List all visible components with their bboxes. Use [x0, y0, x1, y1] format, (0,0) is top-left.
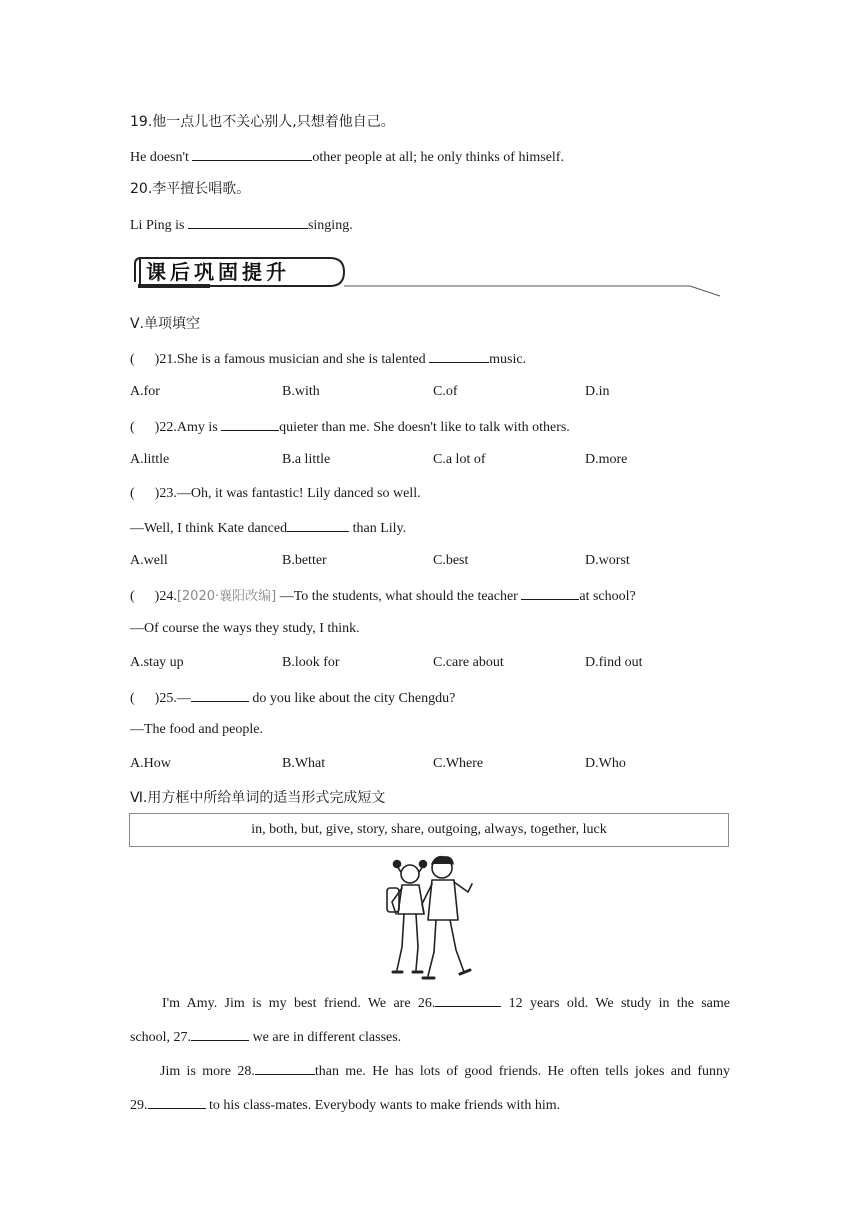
q21-option-c[interactable]: C.of	[433, 384, 458, 399]
q23-stem	[130, 485, 421, 503]
q25-line2: —The food and people.	[130, 722, 263, 737]
q19-sentence	[130, 147, 564, 167]
passage-p1a-post: 12 years old. We study in the same	[501, 996, 730, 1011]
passage-line-3	[130, 1061, 730, 1081]
passage-p1b-post: we are in different classes.	[249, 1030, 402, 1045]
q21-blank[interactable]	[429, 349, 489, 363]
q25-option-c[interactable]: C.Where	[433, 756, 484, 771]
q23-line2-pre: —Well, I think Kate danced	[130, 521, 288, 536]
q24-paren: (	[130, 589, 135, 604]
section-banner	[130, 250, 720, 300]
q24-line2: —Of course the ways they study, I think.	[130, 621, 360, 636]
q23-option-d[interactable]: D.worst	[585, 553, 630, 568]
blank-28[interactable]	[255, 1061, 315, 1075]
q24-source: [2020·襄阳改编]	[176, 589, 277, 604]
q24-option-c[interactable]: C.care about	[433, 655, 504, 670]
q24-option-b[interactable]: B.look for	[282, 655, 340, 670]
passage-line-4	[130, 1095, 730, 1115]
q22-option-b[interactable]: B.a little	[282, 452, 331, 467]
q19-post: other people at all; he only thinks of himself.	[312, 150, 564, 165]
passage-p1b-pre: school, 27.	[130, 1030, 192, 1045]
q25-option-d[interactable]: D.Who	[585, 756, 626, 771]
banner-title: 课后巩固提升	[146, 260, 290, 284]
q22-paren: (	[130, 420, 135, 435]
passage-p1a-pre: I'm Amy. Jim is my best friend. We are 26.	[162, 996, 436, 1011]
q22-option-a[interactable]: A.little	[130, 452, 170, 467]
q24-blank[interactable]	[521, 586, 579, 600]
q22-option-d[interactable]: D.more	[585, 452, 628, 467]
passage-p2a-pre: Jim is more 28.	[160, 1064, 255, 1079]
q24-option-a[interactable]: A.stay up	[130, 655, 184, 670]
two-students-illustration	[380, 852, 480, 982]
q22-text: )22.Amy is	[154, 420, 222, 435]
q23-option-b[interactable]: B.better	[282, 553, 327, 568]
q19-pre: He doesn't	[130, 150, 193, 165]
passage-p2a-post: than me. He has lots of good friends. He often tells jokes and funny	[314, 1064, 730, 1079]
q20-chinese: 20.李平擅长唱歌。	[130, 181, 251, 197]
q25-option-a[interactable]: A.How	[130, 756, 171, 771]
q24-mid: —To the students, what should the teacher	[276, 589, 522, 604]
q25-blank[interactable]	[191, 688, 249, 702]
q23-line2-post: than Lily.	[349, 521, 407, 536]
q22-post: quieter than me. She doesn't like to talk with others.	[279, 420, 570, 435]
q25-post: do you like about the city Chengdu?	[248, 691, 456, 706]
q24-option-d[interactable]: D.find out	[585, 655, 643, 670]
passage-p2b-pre: 29.	[130, 1098, 148, 1113]
q24-post: at school?	[579, 589, 636, 604]
blank-27[interactable]	[191, 1027, 249, 1041]
q20-blank[interactable]	[188, 215, 308, 229]
q21-stem	[130, 349, 526, 369]
q19-blank[interactable]	[192, 147, 312, 161]
q21-option-b[interactable]: B.with	[282, 384, 320, 399]
q21-option-a[interactable]: A.for	[130, 384, 160, 399]
q25-paren: (	[130, 691, 135, 706]
passage-line-2	[130, 1027, 730, 1047]
q23-line2	[130, 518, 406, 538]
blank-26[interactable]	[435, 993, 501, 1007]
section5-title: Ⅴ.单项填空	[130, 316, 201, 332]
q23-option-c[interactable]: C.best	[433, 553, 469, 568]
word-box	[129, 813, 729, 847]
q23-text: )23.—Oh, it was fantastic! Lily danced so well.	[154, 486, 421, 501]
q19-chinese: 19.他一点儿也不关心别人,只想着他自己。	[130, 114, 395, 130]
q24-stem	[130, 586, 636, 606]
q21-text: )21.She is a famous musician and she is talented	[154, 352, 430, 367]
q22-blank[interactable]	[221, 417, 279, 431]
q25-stem	[130, 688, 455, 708]
section6-title: Ⅵ.用方框中所给单词的适当形式完成短文	[130, 790, 386, 806]
q20-post: singing.	[307, 218, 353, 233]
q24-text: )24.	[154, 589, 177, 604]
passage-p2b-post: to his class-mates. Everybody wants to make friends with him.	[205, 1098, 561, 1113]
q25-option-b[interactable]: B.What	[282, 756, 326, 771]
q21-paren: (	[130, 352, 135, 367]
blank-29[interactable]	[148, 1095, 206, 1109]
q21-post: music.	[489, 352, 527, 367]
q20-pre: Li Ping is	[130, 218, 188, 233]
q25-text: )25.—	[154, 691, 191, 706]
q23-paren: (	[130, 486, 135, 501]
q23-option-a[interactable]: A.well	[130, 553, 168, 568]
q22-stem	[130, 417, 570, 437]
q21-option-d[interactable]: D.in	[585, 384, 610, 399]
q20-sentence	[130, 215, 353, 235]
word-box-list: in, both, but, give, story, share, outgoing, always, together, luck	[251, 822, 607, 837]
passage-line-1	[130, 993, 730, 1013]
q23-blank[interactable]	[287, 518, 349, 532]
q22-option-c[interactable]: C.a lot of	[433, 452, 486, 467]
